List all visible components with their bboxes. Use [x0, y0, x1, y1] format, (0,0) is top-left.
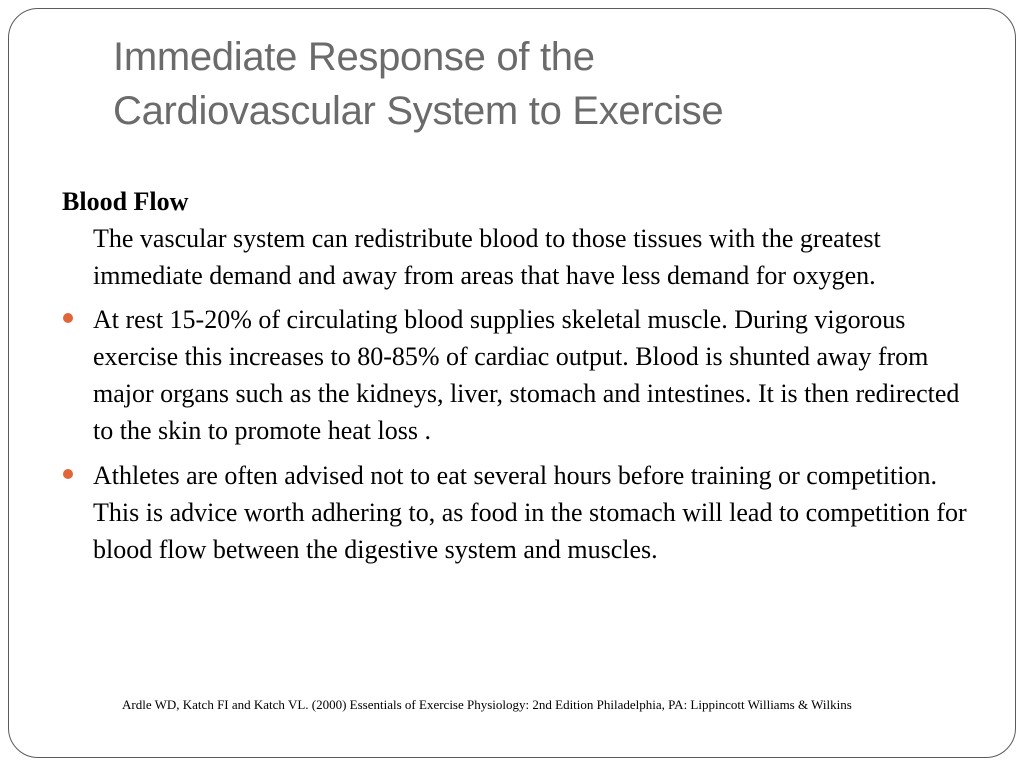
bullet-dot-icon [63, 313, 73, 323]
slide-title [113, 30, 973, 138]
reference-citation: Ardle WD, Katch FI and Katch VL. (2000) Essentials of Exercise Physiology: 2nd Edition Philadelphia, PA: Lippincott Williams & Wilkins [122, 697, 852, 712]
bullet-text: Athletes are often advised not to eat several hours before training or competition. This is advice worth adhering to, as food in the stomach will lead to competition for blood flow between the digestive system and muscles. [93, 461, 967, 564]
slide-title-line-2: Cardiovascular System to Exercise [113, 89, 724, 133]
bullet-list [62, 301, 972, 568]
slide-content [62, 183, 972, 576]
bullet-text: At rest 15-20% of circulating blood supplies skeletal muscle. During vigorous exercise this increases to 80-85% of cardiac output. Blood is shunted away from major organs such as the kidneys, liver, stomach and intestines. It is then redirected to the skin to promote heat loss . [93, 305, 960, 445]
bullet-dot-icon [63, 469, 73, 479]
section-text: The vascular system can redistribute blood to those tissues with the greatest immediate demand and away from areas that have less demand for oxygen. [93, 224, 881, 290]
bullet-item [62, 457, 972, 568]
section-heading: Blood Flow [62, 187, 189, 216]
bullet-item [62, 301, 972, 449]
slide-title-line-1: Immediate Response of the [113, 35, 595, 79]
